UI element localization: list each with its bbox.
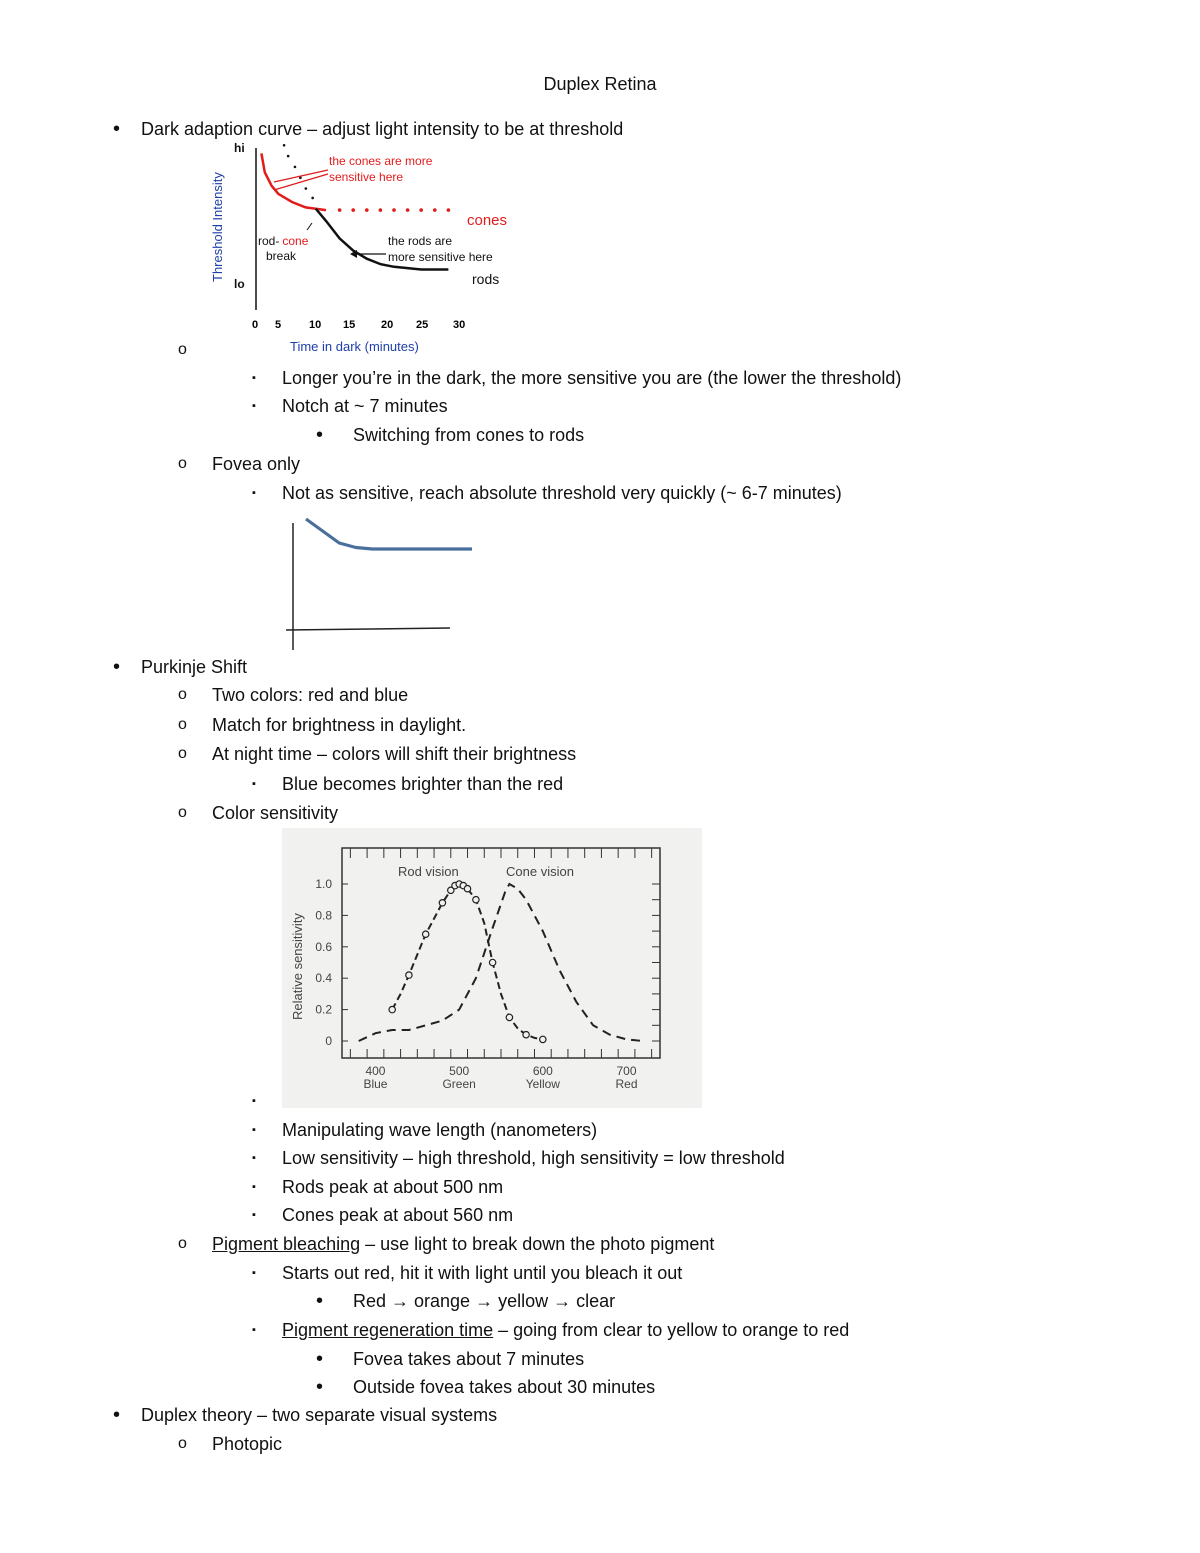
rod-data-point xyxy=(506,1014,512,1020)
duplex-theory-text: Duplex theory – two separate visual systems xyxy=(141,1405,498,1425)
rod-data-point xyxy=(439,900,445,906)
rod-data-point xyxy=(423,931,429,937)
x-tick-label: 25 xyxy=(416,319,429,331)
low-sensitivity-text: Low sensitivity – high threshold, high sensitivity = low threshold xyxy=(282,1148,785,1168)
switching-text: Switching from cones to rods xyxy=(353,425,585,445)
photopic-text: Photopic xyxy=(212,1434,283,1454)
red-sequence-text: Red → orange → yellow → clear xyxy=(353,1291,616,1311)
bullet-1: • xyxy=(113,118,121,140)
cones-plateau-point xyxy=(392,208,396,212)
rods-early-point xyxy=(287,155,290,158)
notch-text: Notch at ~ 7 minutes xyxy=(282,396,448,416)
bullet-4: • xyxy=(316,1290,324,1312)
pigment-regen-line xyxy=(282,1319,849,1341)
bullet-1: • xyxy=(113,1404,121,1426)
rod-data-point xyxy=(389,1006,395,1012)
y-tick-label: 0.4 xyxy=(315,971,332,986)
rod-data-point xyxy=(464,886,470,892)
two-colors-text: Two colors: red and blue xyxy=(212,685,409,705)
fovea-series-line xyxy=(306,519,472,549)
x-tick-label: 0 xyxy=(252,319,259,331)
x-tick-label: 600 xyxy=(532,1064,553,1078)
figure-background xyxy=(282,828,702,1108)
bullet-3: ▪ xyxy=(252,1124,256,1136)
x-tick-label: Red xyxy=(615,1077,638,1091)
x-tick-label: 700 xyxy=(616,1064,637,1078)
cones-plateau-point xyxy=(365,208,369,212)
at-night-text: At night time – colors will shift their brightness xyxy=(212,744,577,764)
rods-early-point xyxy=(283,144,286,147)
fovea-curve-chart xyxy=(280,518,480,654)
cones-peak-text: Cones peak at about 560 nm xyxy=(282,1205,514,1225)
bullet-3: ▪ xyxy=(252,1324,256,1336)
bullet-3: ▪ xyxy=(252,1209,256,1221)
y-tick-label: 0.6 xyxy=(315,939,332,954)
rod-data-point xyxy=(489,959,495,965)
rods-annotation-line2: more sensitive here xyxy=(388,250,493,264)
rods-early-point xyxy=(311,197,314,200)
legend-cone-vision: Cone vision xyxy=(506,864,574,879)
bullet-3: ▪ xyxy=(252,372,256,384)
bullet-2: o xyxy=(178,1235,187,1252)
y-tick-label: 0.2 xyxy=(315,1002,332,1017)
color-sensitivity-text: Color sensitivity xyxy=(212,803,339,823)
spectral-sensitivity-chart xyxy=(282,828,702,1108)
bullet-4: • xyxy=(316,424,324,446)
x-tick-label: 10 xyxy=(309,319,322,331)
bullet-3: ▪ xyxy=(252,1267,256,1279)
cone-word: cone xyxy=(282,234,309,248)
manipulating-text: Manipulating wave length (nanometers) xyxy=(282,1120,598,1140)
bullet-2: o xyxy=(178,716,187,733)
bullet-3: ▪ xyxy=(252,1181,256,1193)
rod-cone-break-label-2: break xyxy=(266,249,297,263)
y-tick-label: 0.8 xyxy=(315,908,332,923)
x-tick-label: 500 xyxy=(449,1064,470,1078)
match-text: Match for brightness in daylight. xyxy=(212,715,467,735)
pigment-bleaching-term: Pigment bleaching xyxy=(212,1234,361,1254)
rod-data-point xyxy=(473,897,479,903)
annotation-tick xyxy=(307,223,312,230)
x-tick-label: Yellow xyxy=(525,1077,560,1091)
cones-plateau-point xyxy=(379,208,383,212)
rod-word: rod- xyxy=(258,234,280,248)
rods-early-point xyxy=(305,187,308,190)
cones-series-line xyxy=(261,153,326,210)
bullet-2: o xyxy=(178,686,187,703)
bullet-2: o xyxy=(178,745,187,762)
x-tick-label: Green xyxy=(442,1077,476,1091)
rods-early-point xyxy=(294,166,297,169)
y-hi-label: hi xyxy=(234,141,245,155)
bullet-3: ▪ xyxy=(252,487,256,499)
x-tick-label: 400 xyxy=(365,1064,386,1078)
starts-out-red-text: Starts out red, hit it with light until you bleach it out xyxy=(282,1263,683,1283)
rod-data-point xyxy=(523,1032,529,1038)
x-tick-label: Blue xyxy=(363,1077,388,1091)
page-title: Duplex Retina xyxy=(543,74,657,94)
cones-annotation-line1: the cones are more xyxy=(329,154,433,168)
not-as-sensitive-text: Not as sensitive, reach absolute threshold very quickly (~ 6-7 minutes) xyxy=(282,483,842,503)
pigment-bleaching-line xyxy=(212,1233,714,1255)
y-tick-label: 1.0 xyxy=(315,877,332,891)
x-tick-label: 30 xyxy=(453,319,466,331)
x-tick-label: 5 xyxy=(275,319,282,331)
bullet-3: ▪ xyxy=(252,1152,256,1164)
rod-cone-break-label-1 xyxy=(258,234,309,248)
rods-annotation-line1: the rods are xyxy=(388,234,453,248)
cones-plateau-point xyxy=(351,208,355,212)
bullet-2: o xyxy=(178,1435,187,1452)
dark-adaptation-chart xyxy=(200,138,508,360)
rod-data-point xyxy=(406,972,412,978)
x-axis-label: Time in dark (minutes) xyxy=(290,339,419,354)
cones-plateau-point xyxy=(338,208,342,212)
purkinje-text: Purkinje Shift xyxy=(141,657,248,677)
cones-plateau-point xyxy=(419,208,423,212)
cones-annotation-line2: sensitive here xyxy=(329,170,404,184)
rods-label: rods xyxy=(472,271,500,287)
outside-fovea-text: Outside fovea takes about 30 minutes xyxy=(353,1377,656,1397)
bullet-2: o xyxy=(178,455,187,472)
y-axis-label: Threshold Intensity xyxy=(210,172,225,282)
legend-rod-vision: Rod vision xyxy=(398,864,459,879)
x-tick-label: 20 xyxy=(381,319,394,331)
bullet-3: ▪ xyxy=(252,400,256,412)
x-axis-line xyxy=(286,628,450,630)
cones-label: cones xyxy=(467,212,508,229)
pigment-bleaching-rest: – use light to break down the photo pigment xyxy=(360,1234,715,1254)
fovea-takes-text: Fovea takes about 7 minutes xyxy=(353,1349,585,1369)
cones-plateau-point xyxy=(406,208,410,212)
bullet-3: ▪ xyxy=(252,1095,256,1107)
rod-data-point xyxy=(540,1036,546,1042)
bullet-1: • xyxy=(113,656,121,678)
pigment-regen-rest: – going from clear to yellow to orange to red xyxy=(493,1320,850,1340)
rods-peak-text: Rods peak at about 500 nm xyxy=(282,1177,504,1197)
dark-adaption-text: Dark adaption curve – adjust light intensity to be at threshold xyxy=(141,119,624,139)
bullet-2: o xyxy=(178,341,187,358)
pigment-regen-term: Pigment regeneration time xyxy=(282,1320,494,1340)
bullet-4: • xyxy=(316,1376,324,1398)
y-lo-label: lo xyxy=(234,277,245,291)
x-tick-label: 15 xyxy=(343,319,356,331)
longer-dark-text: Longer you’re in the dark, the more sensitive you are (the lower the threshold) xyxy=(282,368,902,388)
fovea-only-text: Fovea only xyxy=(212,454,301,474)
cones-plateau-point xyxy=(447,208,451,212)
cones-plateau-point xyxy=(433,208,437,212)
bullet-2: o xyxy=(178,804,187,821)
y-axis-label: Relative sensitivity xyxy=(290,913,305,1020)
bullet-4: • xyxy=(316,1348,324,1370)
y-tick-label: 0 xyxy=(325,1034,332,1048)
blue-brighter-text: Blue becomes brighter than the red xyxy=(282,774,564,794)
bullet-3: ▪ xyxy=(252,778,256,790)
